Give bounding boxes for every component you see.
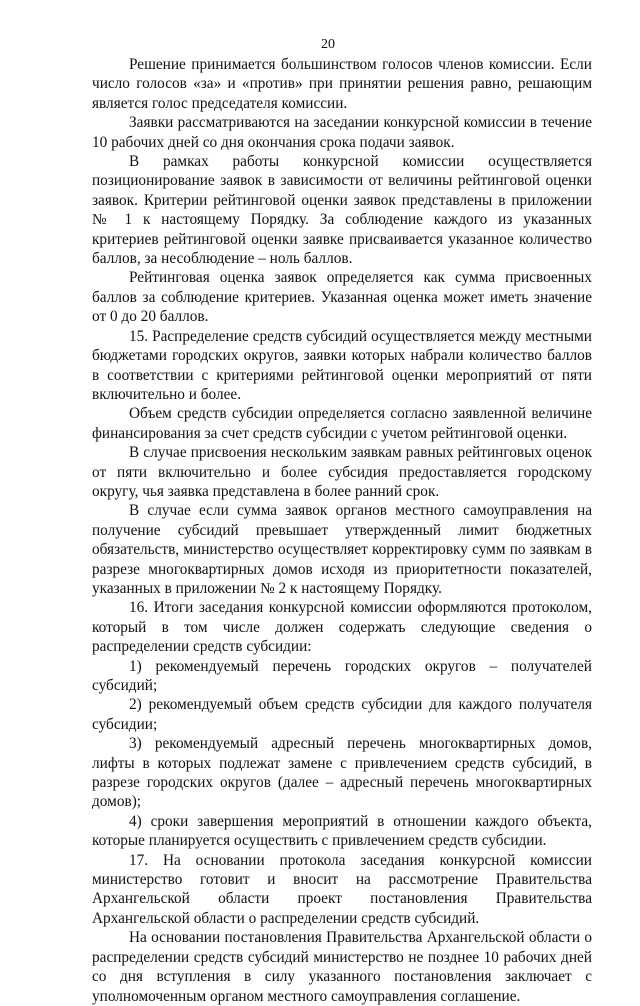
list-item-1: 1) рекомендуемый перечень городских округов – получателей субсидий; [92, 657, 592, 694]
list-item-3: 3) рекомендуемый адресный перечень многоквартирных домов, лифты в которых подлежат замене с привлечением средств субсидий, в разрезе городских округов (далее – адресный перечень многоквартирных домов); [92, 735, 592, 811]
paragraph-16-protocol: 16. Итоги заседания конкурсной комиссии оформляются протоколом, который в том числе должен содержать следующие сведения о распределении средств субсидии: [92, 599, 592, 656]
paragraph-15-distribution: 15. Распределение средств субсидий осуществляется между местными бюджетами городских округов, заявки которых набрали количество баллов в соответствии с критериями рейтинговой оценки мероприятий от пяти включительно и более. [92, 327, 592, 403]
paragraph-rating-score: Рейтинговая оценка заявок определяется как сумма присвоенных баллов за соблюдение критериев. Указанная оценка может иметь значение от 0 до 20 баллов. [92, 269, 592, 326]
paragraph-subsidy-volume: Объем средств субсидии определяется согласно заявленной величине финансирования за счет средств субсидии с учетом рейтинговой оценки. [92, 405, 592, 442]
page-number: 20 [321, 37, 335, 52]
paragraph-review-period: Заявки рассматриваются на заседании конкурсной комиссии в течение 10 рабочих дней со дня окончания срока подачи заявок. [92, 114, 592, 151]
paragraph-decision-voting: Решение принимается большинством голосов членов комиссии. Если число голосов «за» и «против» при принятии решения равно, решающим является голос председателя комиссии. [92, 56, 592, 112]
list-item-4: 4) сроки завершения мероприятий в отношении каждого объекта, которые планируется осуществить с привлечением средств субсидии. [92, 812, 592, 850]
paragraph-17-resolution: 17. На основании протокола заседания конкурсной комиссии министерство готовит и вносит на рассмотрение Правительства Архангельской области проект постановления Правительства Архангельской области о распределении средств субсидий. [92, 851, 592, 927]
paragraph-agreement: На основании постановления Правительства Архангельской области о распределении средств субсидий министерство не позднее 10 рабочих дней со дня вступления в силу указанного постановления заключает с уполномоченным органом местного самоуправления соглашение. [92, 929, 592, 1005]
paragraph-rating-criteria: В рамках работы конкурсной комиссии осуществляется позиционирование заявок в зависимости от величины рейтинговой оценки заявок. Критерии рейтинговой оценки заявок представлены в приложении № 1 к настоящему Порядку. За соблюдение каждого из указанных критериев рейтинговой оценки заявке присваивается указанное количество баллов, за несоблюдение – ноль баллов. [92, 153, 592, 268]
paragraph-equal-ratings: В случае присвоения нескольким заявкам равных рейтинговых оценок от пяти включительно и более субсидия предоставляется городскому округу, чья заявка представлена в более ранний срок. [92, 444, 592, 500]
list-item-2: 2) рекомендуемый объем средств субсидии для каждого получателя субсидии; [92, 696, 592, 733]
paragraph-limit-exceeded: В случае если сумма заявок органов местного самоуправления на получение субсидий превышает утвержденный лимит бюджетных обязательств, министерство осуществляет корректировку сумм по заявкам в разрезе многоквартирных домов исходя из приоритетности показателей, указанных в приложении № 2 к настоящему Порядку. [92, 502, 592, 597]
